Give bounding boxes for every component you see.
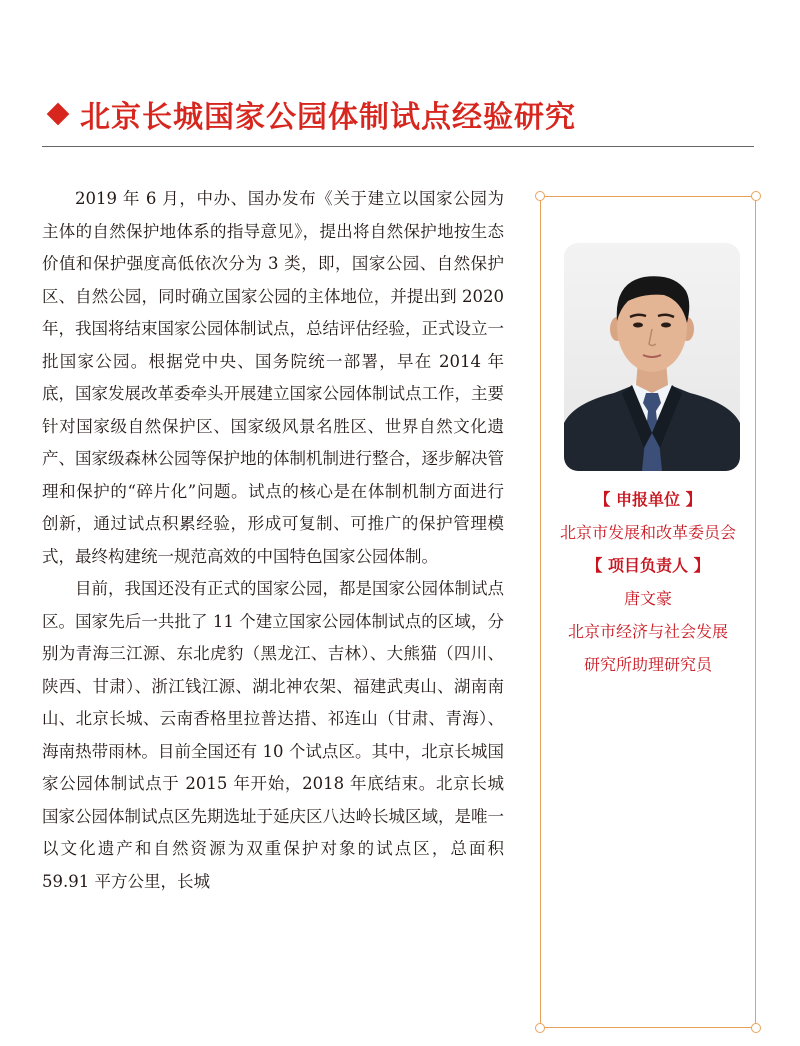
frame-corner-ornament-icon [535,1023,545,1033]
title-divider [42,146,754,147]
author-info [541,483,755,681]
page-title: 北京长城国家公园体制试点经验研究 [80,100,576,135]
leader-name: 唐文豪 [623,589,672,608]
frame-corner-ornament-icon [751,1023,761,1033]
unit-heading: 【 申报单位 】 [594,490,702,509]
leader-title-line-2: 研究所助理研究员 [583,655,712,674]
article-body [42,183,504,898]
frame-corner-ornament-icon [751,191,761,201]
leader-title-line-1: 北京市经济与社会发展 [567,622,728,641]
leader-heading: 【 项目负责人 】 [586,556,710,575]
author-sidebar [540,196,756,1028]
article-paragraph-1: 2019 年 6 月，中办、国办发布《关于建立以国家公园为主体的自然保护地体系的指导意见》，提出将自然保护地按生态价值和保护强度高低依次分为 3 类，即，国家公园、自然保护区、自然公园，同时确立国家公园的主体地位，并提出到 2020 年，我国将结束国家公园体制试点，总结评估经验，正式设立一批国家公园。根据党中央、国务院统一部署，早在 2014 年底，国家发展改革委牵头开展建立国家公园体制试点工作，主要针对国家级自然保护区、国家级风景名胜区、世界自然文化遗产、国家级森林公园等保护地的体制机制进行整合，逐步解决管理和保护的“碎片化”问题。试点的核心是在体制机制方面进行创新，通过试点积累经验，形成可复制、可推广的保护管理模式，最终构建统一规范高效的中国特色国家公园体制。 [42,189,504,566]
frame-corner-ornament-icon [535,191,545,201]
diamond-bullet-icon [47,103,70,126]
unit-name: 北京市发展和改革委员会 [559,523,736,542]
title-row [42,88,754,140]
author-portrait-photo [564,243,740,471]
article-paragraph-2: 目前，我国还没有正式的国家公园，都是国家公园体制试点区。国家先后一共批了 11 个建立国家公园体制试点的区域，分别为青海三江源、东北虎豹（黑龙江、吉林）、大熊猫（四川、陕西、甘肃）、浙江钱江源、湖北神农架、福建武夷山、湖南南山、北京长城、云南香格里拉普达措、祁连山（甘肃、青海）、海南热带雨林。目前全国还有 10 个试点区。其中，北京长城国家公园体制试点于 2015 年开始，2018 年底结束。北京长城国家公园体制试点区先期选址于延庆区八达岭长城区域，是唯一以文化遗产和自然资源为双重保护对象的试点区，总面积 59.91 平方公里，长城 [42,579,504,891]
